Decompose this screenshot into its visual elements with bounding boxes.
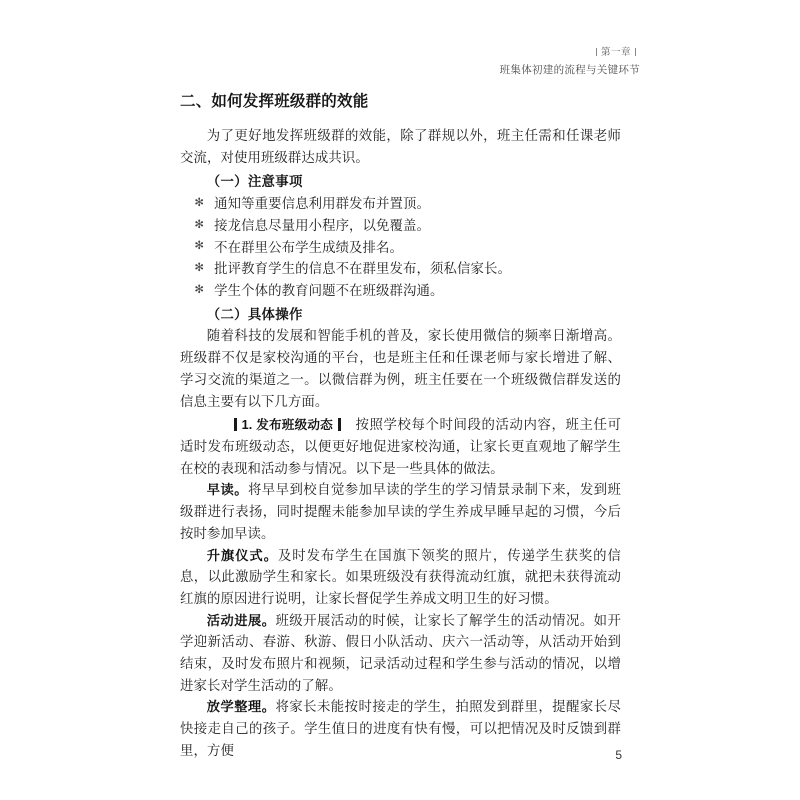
list-item-label: 学生个体的教育问题不在班级群沟通。	[214, 283, 444, 299]
page-content	[180, 92, 621, 762]
practice-text-shengqi: 及时发布学生在国旗下领奖的照片，传递学生获奖的信息，以此激励学生和家长。如果班级没有获得流动红旗，就把未获得流动红旗的原因进行说明，让家长督促学生养成文明卫生的好习惯。	[180, 547, 622, 606]
list-item	[180, 280, 621, 302]
practice-name-huodong: 活动进展。	[206, 612, 276, 628]
numbered-item-label-text: 1. 发布班级动态	[241, 418, 333, 433]
asterisk-bullet-icon: ✻	[194, 262, 205, 275]
page-number: 5	[615, 748, 622, 762]
list-item-label: 接龙信息尽量用小程序，以免覆盖。	[214, 217, 431, 233]
list-item	[180, 258, 621, 280]
header-rule-left-icon	[596, 48, 597, 56]
asterisk-bullet-icon: ✻	[194, 218, 205, 231]
subsection-two-intro-paragraph: 随着科技的发展和智能手机的普及，家长使用微信的频率日渐增高。班级群不仅是家校沟通的平台，也是班主任和任课老师与家长增进了解、学习交流的渠道之一。以微信群为例，班主任要在一个班级微信群发送的信息主要有以下几方面。	[180, 328, 621, 409]
asterisk-bullet-icon: ✻	[194, 240, 205, 253]
practice-paragraph-huodong	[180, 610, 621, 697]
practice-text-huodong: 班级开展活动的时候，让家长了解学生的活动情况。如开学迎新活动、春游、秋游、假日小队活动、庆六一活动等，从活动开始到结束，及时发布照片和视频，记录活动过程和学生参与活动的情况，以增进家长对学生活动的了解。	[180, 612, 622, 693]
practice-paragraph-zaodu	[180, 479, 621, 544]
label-bar-right-icon	[338, 418, 341, 431]
numbered-item-label	[207, 415, 341, 435]
numbered-item-text: 按照学校每个时间段的活动内容，班主任可适时发布班级动态，以便更好地促进家校沟通，让家长更直观地了解学生在校的表现和活动参与情况。以下是一些具体的做法。	[180, 417, 621, 476]
running-header-subject: 班集体初建的流程与关键环节	[499, 63, 640, 76]
subsection-one-heading: （一）注意事项	[206, 173, 303, 189]
practice-name-fangxue: 放学整理。	[206, 699, 276, 715]
practice-paragraph-fangxue	[180, 696, 621, 761]
list-item	[180, 215, 621, 237]
practice-text-fangxue: 将家长未能按时接走的学生，拍照发到群里，提醒家长尽快接走自己的孩子。学生值日的进度有快有慢，可以把情况及时反馈到群里，方便	[180, 699, 622, 758]
list-item-label: 不在群里公布学生成绩及排名。	[214, 239, 404, 255]
section-intro-paragraph: 为了更好地发挥班级群的效能，除了群规以外，班主任需和任课老师交流，对使用班级群达成共识。	[180, 128, 621, 165]
asterisk-bullet-icon: ✻	[194, 283, 205, 296]
list-item	[180, 237, 621, 259]
running-header-chapter	[180, 46, 640, 60]
asterisk-bullet-icon: ✻	[194, 196, 205, 209]
numbered-item-paragraph	[180, 414, 621, 479]
header-rule-right-icon	[635, 48, 636, 56]
list-item-label: 批评教育学生的信息不在群里发布，须私信家长。	[214, 261, 511, 277]
running-header	[180, 46, 640, 78]
practice-name-zaodu: 早读。	[206, 482, 248, 498]
page-title: 二、如何发挥班级群的效能	[180, 93, 369, 110]
label-bar-left-icon	[234, 418, 237, 431]
list-item	[180, 193, 621, 215]
subsection-two-heading: （二）具体操作	[206, 306, 303, 322]
list-item-label: 通知等重要信息利用群发布并置顶。	[214, 196, 431, 212]
chapter-label: 第一章	[600, 47, 631, 58]
notes-list	[180, 193, 621, 302]
practice-text-zaodu: 将早早到校自觉参加早读的学生的学习情景录制下来，发到班级群进行表扬，同时提醒未能参加早读的学生养成早睡早起的习惯，今后按时参加早读。	[180, 482, 621, 541]
practice-name-shengqi: 升旗仪式。	[206, 547, 278, 563]
practice-paragraph-shengqi	[180, 545, 621, 610]
